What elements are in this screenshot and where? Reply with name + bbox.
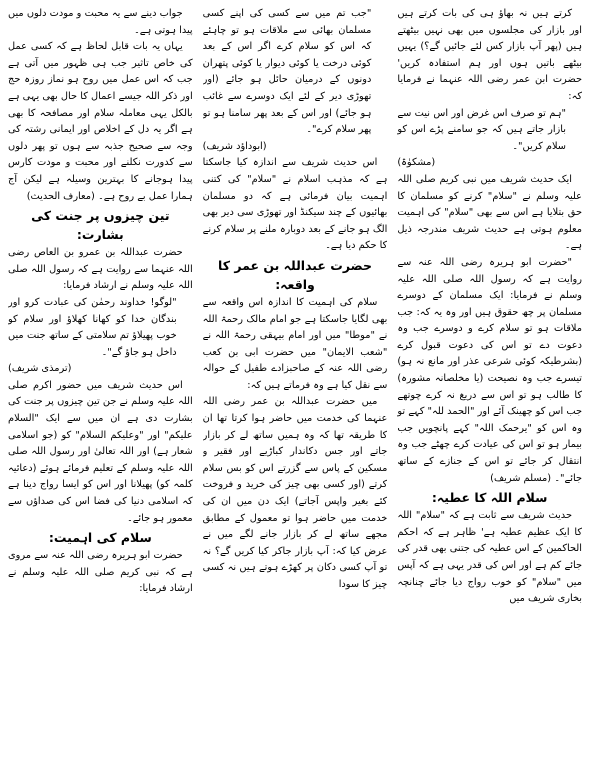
section-heading: تین چیزوں پر جنت کی بشارت: <box>31 208 170 243</box>
paragraph: کرتے ہیں نہ بھاؤ ہی کی بات کرتے ہیں اور بازار کی مجلسوں میں بھی نہیں بیٹھتے ہیں (پھر آپ بازار کس لئے جائیں گے؟) یہیں بیٹھے باتیں ہوں اور ہم استفادہ کریں' حضرت ابن عمر رضی اللہ عنہما نے فرمایا کہ: <box>397 8 583 102</box>
section-heading: سلام اللہ کا عطیہ: <box>431 490 548 506</box>
section-heading: حضرت عبداللہ بن عمر کا واقعہ: <box>218 257 372 292</box>
paragraph: اس حدیث شریف میں حضور اکرم صلی اللہ علیہ وسلم نے جن تین چیزوں پر جنت کی بشارت دی ہے ان میں سے ایک "السلام علیکم" اور "وعلیکم السلام" کو (جو اسلامی شعار ہے) اور اللہ تعالیٰ اور رسول اللہ صلی اللہ علیہ وسلم کے تعلیم فرمائے ہوئے (دعائیہ کلمہ کو) پھیلانا اور اس کو ایسا رواج دینا ہے کہ اسلامی دنیا کی فضا اس کی صداؤں سے معمور ہو جائے۔ <box>8 379 193 524</box>
column-right <box>8 6 193 759</box>
reference-citation: (ترمذی شریف) <box>8 363 72 375</box>
quoted-hadith: "جب تم میں سے کسی کی اپنے کسی مسلمان بھائی سے ملاقات ہو تو چاہئے کہ اس کو سلام کرے اگر اس کے بعد کوئی درخت یا کوئی دیوار یا کوئی پتھران دونوں کے درمیان حائل ہو جائے (اور تھوڑی دیر کے لئے ایک دوسرے سے غائب ہو جائے) اور اس کے بعد پھر سامنا ہو تو پھر سلام کرے"۔ <box>202 8 372 136</box>
section-heading: سلام کی اہمیت: <box>48 530 152 546</box>
paragraph: حدیث شریف سے ثابت ہے کہ "سلام" اللہ کا ایک عظیم عطیہ ہے' ظاہر ہے کہ احکم الحاکمین کے اس عطیہ کی جتنی بھی قدر کی جائے کم ہے اور اس کی قدر یہی ہے کہ آپس میں "سلام" کو خوب رواج دیا جائے چنانچہ بخاری شریف میں <box>397 510 583 605</box>
paragraph: جواب دینے سے یہ محبت و مودت دلوں میں پیدا ہوتی ہے۔ <box>8 8 193 36</box>
paragraph: ایک حدیث شریف میں نبی کریم صلی اللہ علیہ وسلم نے "سلام" کرنے کو مسلمان کا حق بتلایا ہے اس سے بھی "سلام" کی اہمیت معلوم ہوتی ہے حدیث شریف مندرجہ ذیل ہے۔ <box>397 173 583 252</box>
paragraph: "حضرت ابو ہریرہ رضی اللہ عنہ سے روایت ہے کہ رسول اللہ صلی اللہ علیہ وسلم نے فرمایا: ایک مسلمان کے دوسرے مسلمان پر چھ حقوق ہیں اور وہ یہ کہ: جب ملاقات ہو تو سلام کرے و دوسرے جب وہ دعوت دے تو اس کی دعوت قبول کرے (بشرطیکہ کوئی شرعی عذر اور مانع نہ ہو) تیسرے جب وہ نصیحت (یا مخلصانہ مشورہ) کا طالب ہو تو اس سے دریغ نہ کرے چوتھے جب اس کو چھینک آئے اور "الحمد للہ" کہے تو وہ اس کو "یرحمک اللہ" کہے پانچویں جب بیمار ہو تو اس کی عیادت کرے چھٹے جب وہ انتقال کر جائے تو اس کے جنازے کے ساتھ جائے"۔ (مسلم شریف) <box>397 256 583 484</box>
column-left <box>397 6 582 759</box>
quoted-hadith: "لوگو! خداوند رحمٰن کی عبادت کرو اور بندگان خدا کو کھانا کھلاؤ اور سلام کو خوب پھیلاؤ تم سلامتی کے ساتھ جنت میں داخل ہو جاؤ گے"۔ <box>8 296 177 358</box>
paragraph: میں حضرت عبداللہ بن عمر رضی اللہ عنہما کی خدمت میں حاضر ہوا کرتا تھا ان کا طریقہ تھا کہ وہ ہمیں ساتھ لے کر بازار جاتے اور جس دکاندار کباڑیے اور فقیر و مسکین کے پاس سے گزرتے اس کو بس سلام کرتے (اور کسی بھی چیز کی خرید و فروخت کئے بغیر واپس آجاتے) ایک دن میں ان کی خدمت میں حاضر ہوا تو معمول کے مطابق مجھے ساتھ لے کر بازار جانے لگے میں نے عرض کیا کہ: آپ بازار جاکر کیا کریں گے؟ نہ تو آپ کسی دکان پر کھڑے ہوتے ہیں نہ کسی چیز کا سودا <box>202 396 388 590</box>
quoted-hadith: "ہم تو صرف اس غرض اور اس نیت سے بازار جاتے ہیں کہ جو سامنے پڑے اس کو سلام کریں"۔ <box>397 107 567 152</box>
paragraph: سلام کی اہمیت کا اندازہ اس واقعہ سے بھی لگایا جاسکتا ہے جو امام مالک رحمۃ اللہ نے "موطا" میں اور امام بیہقی رحمۃ اللہ نے "شعب الایمان" میں حضرت ابی بن کعب رضی اللہ عنہ کے صاحبزادے طفیل کے حوالہ سے نقل کیا ہے وہ فرماتے ہیں کہ: <box>202 296 388 391</box>
paragraph: یہاں یہ بات قابل لحاظ ہے کہ کسی عمل کی خاص تاثیر جب ہی ظہور میں آتی ہے جب کہ اس عمل میں روح ہو نماز روزہ حج اور ذکر اللہ جیسے اعمال کا حال بھی یہی ہے بالکل یہی معاملہ سلام اور مصافحہ کا بھی ہے اگر یہ دل کے اخلاص اور ایمانی رشتہ کی وجہ سے صحیح جذبہ سے ہوں تو پھر دلوں سے کدورت نکلنے اور محبت و مودت کارس پیدا ہوجانے کا بہترین وسیلہ ہے لیکن آج ہمارا عمل بے روح ہے۔ (معارف الحدیث) <box>8 41 193 202</box>
paragraph: اس حدیث شریف سے اندازہ کیا جاسکتا ہے کہ مذہب اسلام نے "سلام" کی کتنی اہمیت بیان فرمائی ہے کہ دو مسلمان بھائیوں کے چند سیکنڈ اور تھوڑی سی دیر بھی الگ ہو جانے کے بعد دوبارہ ملنے پر سلام کرنے کا حکم دیا ہے۔ <box>202 157 388 252</box>
reference-citation: (ابوداؤد شریف) <box>202 140 267 152</box>
column-middle <box>203 6 388 759</box>
paragraph: حضرت ابو ہریرہ رضی اللہ عنہ سے مروی ہے کہ نبی کریم صلی اللہ علیہ وسلم نے ارشاد فرمایا: <box>8 550 193 595</box>
reference-citation: (مشکوٰۃ) <box>397 157 436 169</box>
paragraph: حضرت عبداللہ بن عمرو بن العاص رضی اللہ عنہما سے روایت ہے کہ رسول اللہ صلی اللہ علیہ وسلم نے ارشاد فرمایا: <box>8 247 193 292</box>
